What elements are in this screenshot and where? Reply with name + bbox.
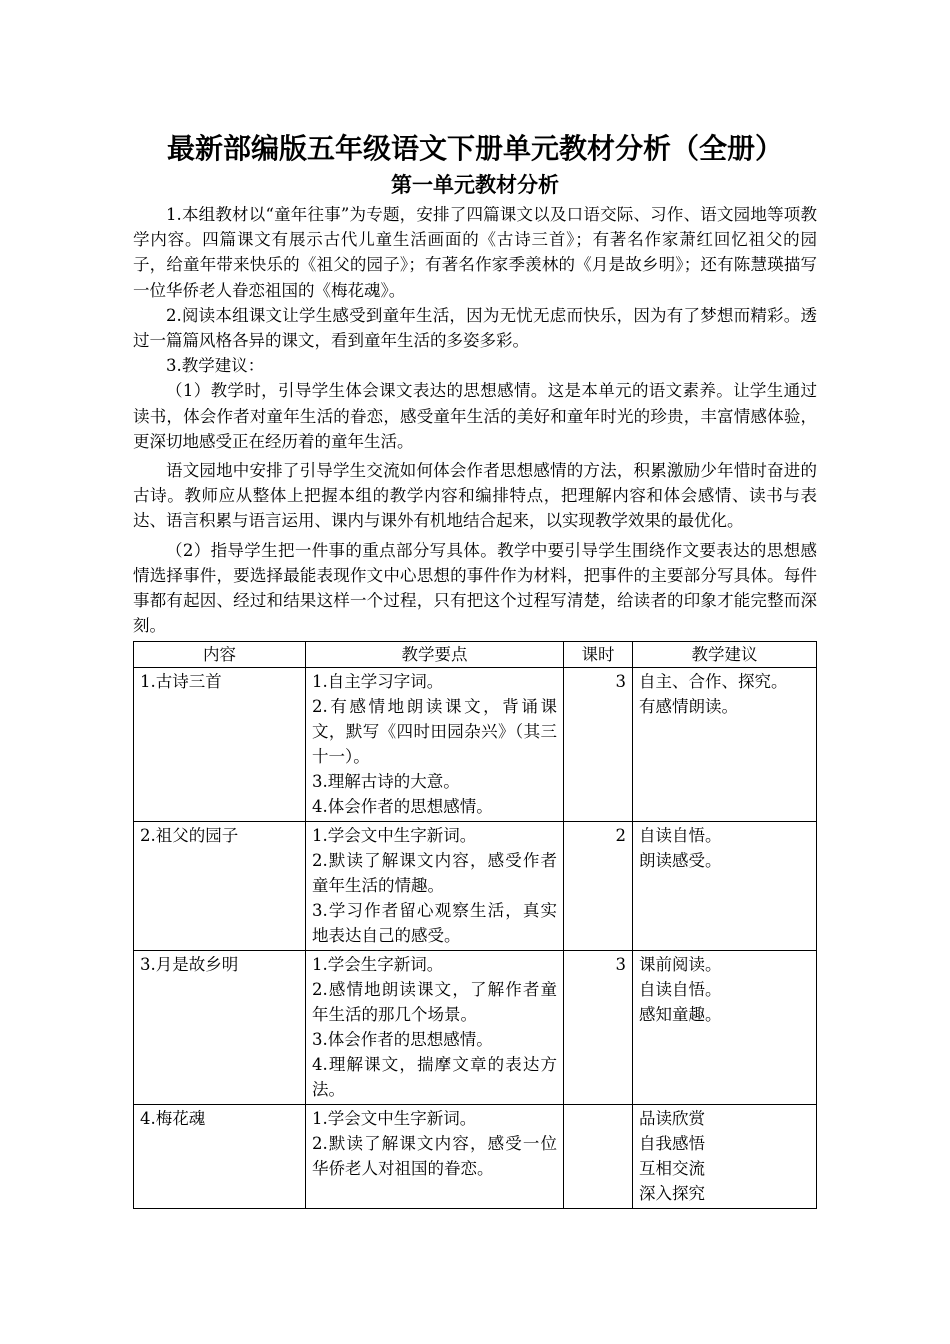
- lesson-hours-cell: 3: [564, 668, 633, 822]
- advice-item: 有感情朗读。: [639, 697, 738, 717]
- lesson-points-cell: [306, 951, 564, 1105]
- lesson-content-cell: 3.月是故乡明: [134, 951, 306, 1105]
- point-item: 1.学会生字新词。: [312, 955, 444, 975]
- table-row: [134, 668, 817, 822]
- advice-item: 课前阅读。: [639, 955, 722, 975]
- lesson-content-cell: 1.古诗三首: [134, 668, 306, 822]
- lesson-table: [133, 641, 817, 1209]
- paragraph-2: 2.阅读本组课文让学生感受到童年生活，因为无忧无虑而快乐，因为有了梦想而精彩。透过一篇篇风格各异的课文，看到童年生活的多姿多彩。: [133, 305, 817, 351]
- lesson-points-cell: [306, 668, 564, 822]
- table-row: [134, 1105, 817, 1209]
- document-page: [133, 128, 817, 1209]
- point-item: 3.体会作者的思想感情。: [312, 1030, 493, 1050]
- header-points: 教学要点: [306, 642, 564, 668]
- advice-item: 深入探究: [639, 1184, 705, 1204]
- paragraph-1: 1.本组教材以“童年往事”为专题，安排了四篇课文以及口语交际、习作、语文园地等项教学内容。四篇课文有展示古代儿童生活画面的《古诗三首》；有著名作家萧红回忆祖父的园子，给童年带来快乐的《祖父的园子》；有著名作家季羡林的《月是故乡明》；还有陈慧瑛描写一位华侨老人眷恋祖国的《梅花魂》。: [133, 205, 817, 300]
- point-item: 2.默读了解课文内容，感受一位华侨老人对祖国的眷恋。: [312, 1134, 557, 1179]
- point-item: 2.默读了解课文内容，感受作者童年生活的情趣。: [312, 851, 557, 896]
- lesson-hours-cell: 3: [564, 951, 633, 1105]
- advice-item: 品读欣赏: [639, 1109, 705, 1129]
- header-content: 内容: [134, 642, 306, 668]
- advice-item: 自读自悟。: [639, 826, 722, 846]
- lesson-hours-cell: 2: [564, 822, 633, 951]
- table-header-row: [134, 642, 817, 668]
- advice-item: 自主、合作、探究。: [639, 672, 788, 692]
- point-item: 1.学会文中生字新词。: [312, 826, 477, 846]
- lesson-advice-cell: [633, 822, 817, 951]
- paragraph-4: （1）教学时，引导学生体会课文表达的思想感情。这是本单元的语文素养。让学生通过读书，体会作者对童年生活的眷恋，感受童年生活的美好和童年时光的珍贵，丰富情感体验，更深切地感受正在经历着的童年生活。: [133, 381, 817, 451]
- header-hours: 课时: [564, 642, 633, 668]
- point-item: 3.理解古诗的大意。: [312, 772, 460, 792]
- advice-item: 自我感悟: [639, 1134, 705, 1154]
- point-item: 1.学会文中生字新词。: [312, 1109, 477, 1129]
- point-item: 1.自主学习字词。: [312, 672, 444, 692]
- lesson-advice-cell: [633, 1105, 817, 1209]
- point-item: 2.有感情地朗读课文，背诵课文，默写《四时田园杂兴》（其三十一）。: [312, 697, 557, 767]
- lesson-points-cell: [306, 1105, 564, 1209]
- advice-item: 互相交流: [639, 1159, 705, 1179]
- paragraph-6: （2）指导学生把一件事的重点部分写具体。教学中要引导学生围绕作文要表达的思想感情选择事件，要选择最能表现作文中心思想的事件作为材料，把事件的主要部分写具体。每件事都有起因、经过和结果这样一个过程，只有把这个过程写清楚，给读者的印象才能完整而深刻。: [133, 540, 817, 636]
- lesson-content-cell: 4.梅花魂: [134, 1105, 306, 1209]
- paragraph-5: 语文园地中安排了引导学生交流如何体会作者思想感情的方法，积累激励少年惜时奋进的古诗。教师应从整体上把握本组的教学内容和编排特点，把理解内容和体会感情、读书与表达、语言积累与语言运用、课内与课外有机地结合起来，以实现教学效果的最优化。: [133, 461, 817, 531]
- advice-item: 感知童趣。: [639, 1005, 722, 1025]
- document-title: 最新部编版五年级语文下册单元教材分析（全册）: [166, 132, 783, 165]
- table-row: [134, 951, 817, 1105]
- advice-item: 朗读感受。: [639, 851, 722, 871]
- lesson-content-cell: 2.祖父的园子: [134, 822, 306, 951]
- advice-item: 自读自悟。: [639, 980, 722, 1000]
- point-item: 2.感情地朗读课文，了解作者童年生活的那几个场景。: [312, 980, 557, 1025]
- lesson-hours-cell: [564, 1105, 633, 1209]
- point-item: 3.学习作者留心观察生活，真实地表达自己的感受。: [312, 901, 557, 946]
- lesson-advice-cell: [633, 951, 817, 1105]
- point-item: 4.理解课文，揣摩文章的表达方法。: [312, 1055, 557, 1100]
- paragraph-3: 3.教学建议：: [166, 356, 265, 376]
- header-advice: 教学建议: [633, 642, 817, 668]
- point-item: 4.体会作者的思想感情。: [312, 797, 493, 817]
- lesson-points-cell: [306, 822, 564, 951]
- section-subtitle: 第一单元教材分析: [391, 172, 559, 197]
- lesson-advice-cell: [633, 668, 817, 822]
- table-row: [134, 822, 817, 951]
